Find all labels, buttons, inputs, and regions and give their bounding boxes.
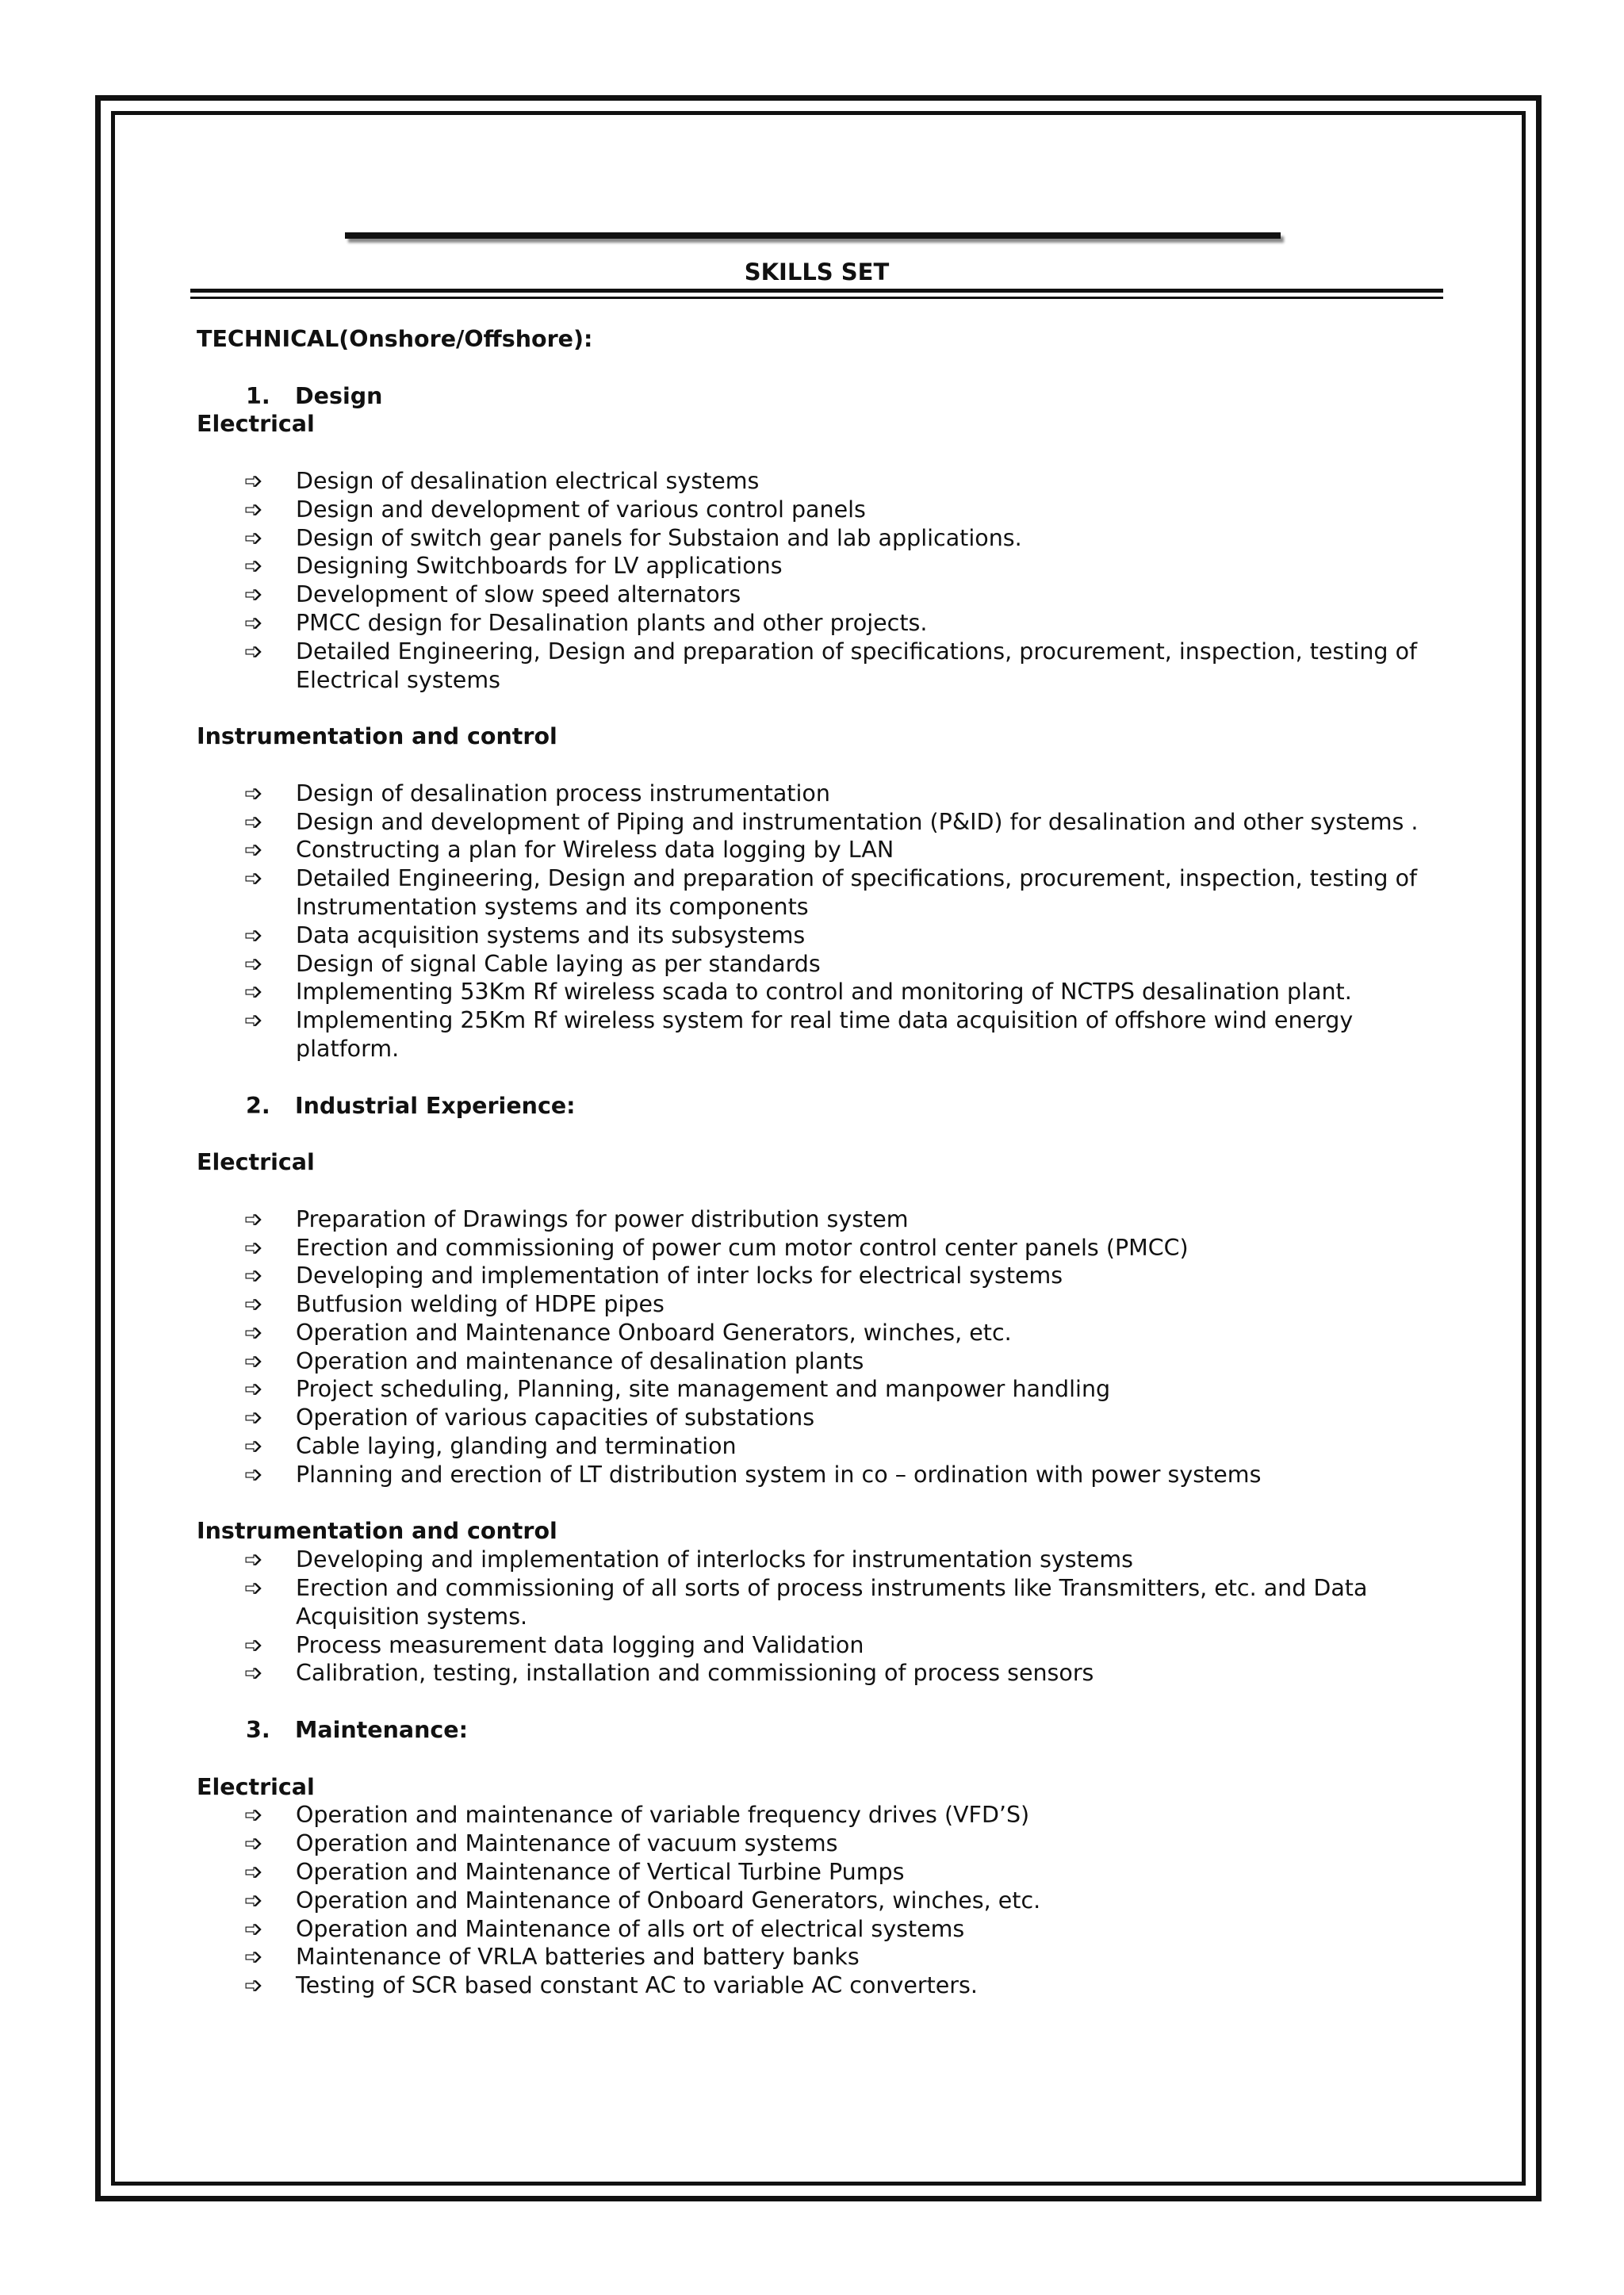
list-item-text: Operation and Maintenance of alls ort of electrical systems — [296, 1915, 965, 1942]
list-item — [197, 1829, 1434, 1858]
industrial-electrical-label: Electrical — [197, 1149, 315, 1176]
section-number: 3. — [246, 1717, 270, 1744]
arrow-bullet-icon: ➩ — [244, 837, 263, 864]
list-item-text: Maintenance of VRLA batteries and battery banks — [296, 1944, 860, 1971]
list-item-text: Design and development of Piping and instrumentation (P&ID) for desalination and other systems . — [296, 808, 1419, 835]
arrow-bullet-icon: ➩ — [244, 609, 263, 636]
list-item — [197, 1006, 1434, 1063]
list-item-text: Design of switch gear panels for Substaion and lab applications. — [296, 524, 1022, 551]
title-rule-thick — [190, 289, 1443, 293]
list-item — [197, 950, 1434, 979]
list-item — [197, 1319, 1434, 1347]
arrow-bullet-icon: ➩ — [244, 1915, 263, 1942]
section-title: Design — [295, 382, 383, 409]
list-item — [197, 978, 1434, 1006]
arrow-bullet-icon: ➩ — [244, 1830, 263, 1857]
design-electrical-label: Electrical — [197, 411, 315, 438]
list-item-text: Data acquisition systems and its subsystems — [296, 921, 806, 948]
list-item-text: Development of slow speed alternators — [296, 581, 741, 608]
resume-content — [197, 325, 1434, 2000]
list-item — [197, 496, 1434, 524]
list-item — [197, 921, 1434, 950]
list-item-text: Operation and Maintenance of Vertical Turbine Pumps — [296, 1859, 905, 1886]
list-item — [197, 580, 1434, 609]
maintenance-electrical-label: Electrical — [197, 1773, 315, 1800]
list-item — [197, 552, 1434, 580]
page-title: SKILLS SET — [744, 259, 890, 285]
list-item-text: Operation and Maintenance of vacuum systems — [296, 1830, 838, 1857]
list-item — [197, 1801, 1434, 1829]
list-item — [197, 1943, 1434, 1971]
list-item-text: Design of desalination process instrumentation — [296, 780, 830, 807]
list-item — [197, 808, 1434, 837]
arrow-bullet-icon: ➩ — [244, 581, 263, 608]
list-item-text: PMCC design for Desalination plants and other projects. — [296, 609, 928, 636]
list-item-text: Design and development of various control panels — [296, 496, 866, 523]
list-item-text: Developing and implementation of interlocks for instrumentation systems — [296, 1546, 1133, 1573]
list-item — [197, 638, 1434, 695]
list-item — [197, 1858, 1434, 1887]
arrow-bullet-icon: ➩ — [244, 496, 263, 523]
arrow-bullet-icon: ➩ — [244, 921, 263, 948]
list-item-text: Operation and Maintenance Onboard Generators, winches, etc. — [296, 1319, 1012, 1346]
list-item-text: Cable laying, glanding and termination — [296, 1433, 737, 1460]
list-item — [197, 1461, 1434, 1489]
list-item — [197, 1290, 1434, 1319]
section-number: 1. — [246, 382, 270, 409]
section-design-heading — [197, 382, 1434, 411]
section-title: Industrial Experience: — [295, 1092, 576, 1119]
list-item — [197, 1375, 1434, 1404]
list-item — [197, 780, 1434, 808]
arrow-bullet-icon: ➩ — [244, 1404, 263, 1431]
list-item — [197, 1574, 1434, 1631]
list-item-text: Detailed Engineering, Design and preparation of specifications, procurement, inspection, testing of Electrical systems — [296, 638, 1418, 693]
list-item — [197, 524, 1434, 553]
arrow-bullet-icon: ➩ — [244, 1291, 263, 1318]
list-item — [197, 1659, 1434, 1688]
arrow-bullet-icon: ➩ — [244, 1887, 263, 1914]
list-item — [197, 609, 1434, 638]
list-item-text: Design of desalination electrical systems — [296, 467, 760, 494]
arrow-bullet-icon: ➩ — [244, 553, 263, 580]
arrow-bullet-icon: ➩ — [244, 1944, 263, 1971]
arrow-bullet-icon: ➩ — [244, 467, 263, 494]
list-item — [197, 1631, 1434, 1660]
list-item-text: Operation and maintenance of desalination plants — [296, 1347, 864, 1374]
arrow-bullet-icon: ➩ — [244, 1433, 263, 1460]
list-item-text: Designing Switchboards for LV applications — [296, 553, 783, 580]
list-item-text: Operation of various capacities of substations — [296, 1404, 815, 1431]
list-item-text: Preparation of Drawings for power distribution system — [296, 1205, 909, 1232]
arrow-bullet-icon: ➩ — [244, 1546, 263, 1573]
list-item-text: Operation and maintenance of variable frequency drives (VFD’S) — [296, 1802, 1030, 1829]
arrow-bullet-icon: ➩ — [244, 1319, 263, 1346]
list-item — [197, 836, 1434, 864]
arrow-bullet-icon: ➩ — [244, 1631, 263, 1658]
list-item — [197, 1262, 1434, 1290]
arrow-bullet-icon: ➩ — [244, 1660, 263, 1687]
arrow-bullet-icon: ➩ — [244, 1859, 263, 1886]
list-item-text: Detailed Engineering, Design and preparation of specifications, procurement, inspection, testing of Instrumentation systems and its components — [296, 865, 1418, 920]
maintenance-electrical-list — [197, 1801, 1434, 2000]
header-rule — [345, 232, 1281, 239]
arrow-bullet-icon: ➩ — [244, 1972, 263, 1999]
list-item-text: Erection and commissioning of power cum motor control center panels (PMCC) — [296, 1234, 1189, 1261]
list-item-text: Erection and commissioning of all sorts of process instruments like Transmitters, etc. and Data Acquisition systems. — [296, 1575, 1368, 1630]
arrow-bullet-icon: ➩ — [244, 1347, 263, 1374]
design-electrical-list — [197, 467, 1434, 694]
list-item-text: Project scheduling, Planning, site management and manpower handling — [296, 1376, 1111, 1403]
list-item-text: Planning and erection of LT distribution system in co – ordination with power systems — [296, 1461, 1262, 1488]
arrow-bullet-icon: ➩ — [244, 950, 263, 977]
section-maintenance-heading — [197, 1716, 1434, 1745]
list-item-text: Constructing a plan for Wireless data logging by LAN — [296, 837, 894, 864]
arrow-bullet-icon: ➩ — [244, 780, 263, 807]
arrow-bullet-icon: ➩ — [244, 638, 263, 665]
list-item — [197, 1234, 1434, 1262]
arrow-bullet-icon: ➩ — [244, 1461, 263, 1488]
design-ic-label: Instrumentation and control — [197, 723, 557, 750]
arrow-bullet-icon: ➩ — [244, 524, 263, 551]
list-item-text: Calibration, testing, installation and commissioning of process sensors — [296, 1660, 1094, 1687]
list-item — [197, 1546, 1434, 1574]
arrow-bullet-icon: ➩ — [244, 865, 263, 892]
list-item — [197, 1432, 1434, 1461]
arrow-bullet-icon: ➩ — [244, 1802, 263, 1829]
arrow-bullet-icon: ➩ — [244, 808, 263, 835]
list-item-text: Process measurement data logging and Validation — [296, 1631, 864, 1658]
section-number: 2. — [246, 1092, 270, 1119]
list-item-text: Implementing 25Km Rf wireless system for real time data acquisition of offshore wind energy platform. — [296, 1007, 1354, 1062]
title-rule-thin — [190, 297, 1443, 299]
list-item — [197, 1404, 1434, 1432]
industrial-ic-label: Instrumentation and control — [197, 1518, 557, 1545]
arrow-bullet-icon: ➩ — [244, 1575, 263, 1602]
list-item — [197, 467, 1434, 496]
arrow-bullet-icon: ➩ — [244, 1262, 263, 1289]
list-item — [197, 1971, 1434, 2000]
list-item — [197, 1915, 1434, 1944]
list-item — [197, 1347, 1434, 1376]
arrow-bullet-icon: ➩ — [244, 1205, 263, 1232]
arrow-bullet-icon: ➩ — [244, 1234, 263, 1261]
arrow-bullet-icon: ➩ — [244, 979, 263, 1006]
list-item-text: Operation and Maintenance of Onboard Generators, winches, etc. — [296, 1887, 1041, 1914]
arrow-bullet-icon: ➩ — [244, 1376, 263, 1403]
section-industrial-heading — [197, 1092, 1434, 1121]
industrial-ic-list — [197, 1546, 1434, 1688]
design-ic-list — [197, 780, 1434, 1063]
list-item — [197, 1205, 1434, 1234]
industrial-electrical-list — [197, 1205, 1434, 1489]
list-item-text: Implementing 53Km Rf wireless scada to control and monitoring of NCTPS desalination plant. — [296, 979, 1352, 1006]
list-item — [197, 864, 1434, 921]
list-item-text: Design of signal Cable laying as per standards — [296, 950, 821, 977]
list-item-text: Testing of SCR based constant AC to variable AC converters. — [296, 1972, 978, 1999]
list-item-text: Butfusion welding of HDPE pipes — [296, 1291, 665, 1318]
section-title: Maintenance: — [295, 1717, 469, 1744]
list-item — [197, 1887, 1434, 1915]
list-item-text: Developing and implementation of inter locks for electrical systems — [296, 1262, 1063, 1289]
arrow-bullet-icon: ➩ — [244, 1007, 263, 1034]
technical-heading: TECHNICAL(Onshore/Offshore): — [197, 326, 593, 352]
